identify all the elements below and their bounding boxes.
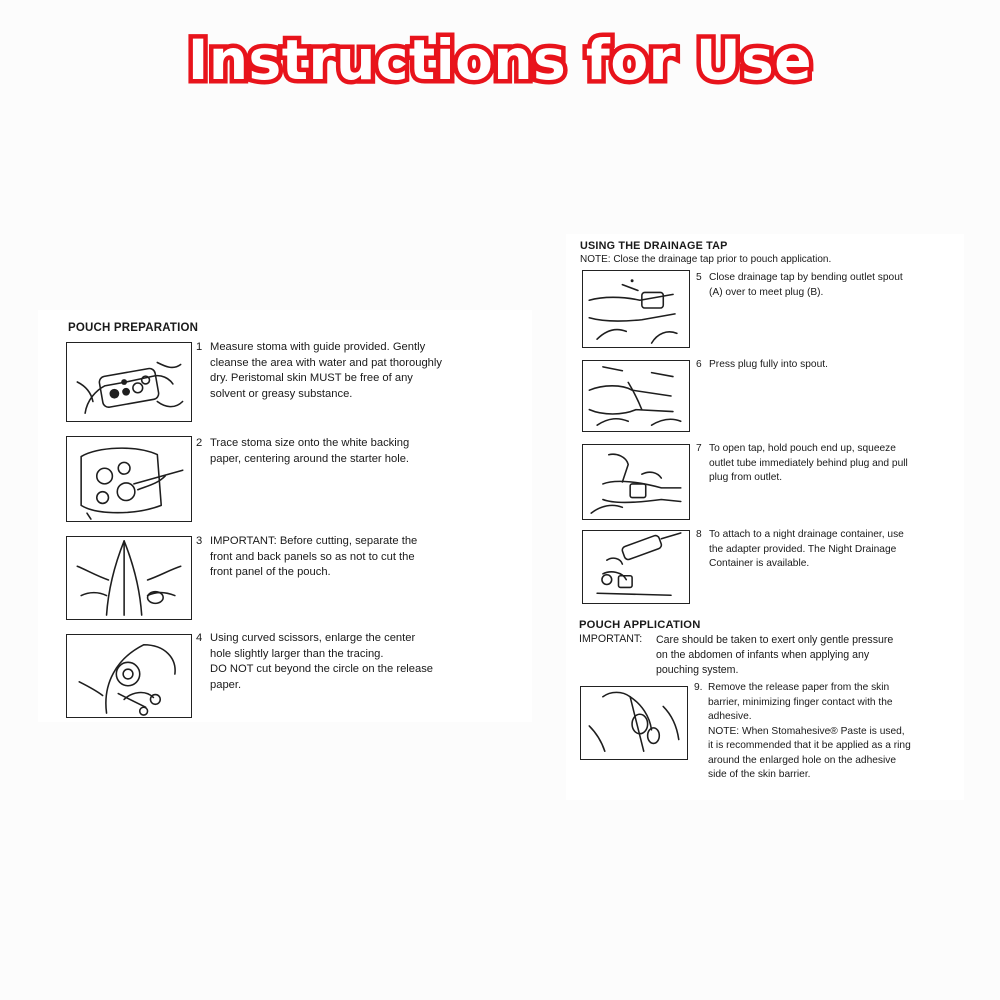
step-text-line: Close drainage tap by bending outlet spout — [709, 272, 903, 283]
important-text-line: pouching system. — [656, 663, 739, 676]
step-text-line: Using curved scissors, enlarge the center — [210, 632, 416, 644]
step-text-line: Remove the release paper from the skin — [708, 682, 890, 693]
release-paper-illustration — [580, 686, 688, 760]
pouch-application-heading: POUCH APPLICATION — [579, 619, 701, 631]
step-number: 6 — [696, 359, 702, 370]
step-text-line: it is recommended that it be applied as a ring — [708, 740, 911, 751]
important-label: IMPORTANT: — [579, 633, 643, 645]
step-text-line: To attach to a night drainage container, use — [709, 529, 904, 540]
opening-tap-illustration — [582, 444, 690, 520]
drainage-tap-note: NOTE: Close the drainage tap prior to pouch application. — [580, 254, 832, 265]
pouch-preparation-sheet — [38, 310, 532, 722]
step-text-line: solvent or greasy substance. — [210, 387, 353, 400]
step-4 — [196, 631, 530, 693]
tracing-illustration — [66, 436, 192, 522]
page-title: Instructions for Use — [187, 28, 813, 92]
step-text-line: hole slightly larger than the tracing. — [210, 647, 384, 660]
step-number: 2 — [196, 437, 203, 449]
step-text-line: paper. — [210, 678, 242, 691]
step-text-line: DO NOT cut beyond the circle on the release — [210, 663, 434, 675]
drainage-and-application-sheet — [566, 234, 964, 800]
step-text-line: (A) over to meet plug (B). — [709, 286, 824, 298]
bending-spout-illustration — [582, 270, 690, 348]
step-text-line: adhesive. — [708, 711, 752, 722]
step-text-line: Trace stoma size onto the white backing — [210, 437, 410, 449]
step-number: 9. — [694, 682, 703, 693]
important-text-line: Care should be taken to exert only gentle pressure — [656, 634, 894, 646]
step-1 — [196, 340, 526, 402]
step-3 — [196, 534, 526, 581]
step-number: 5 — [696, 272, 702, 283]
step-number: 7 — [696, 443, 702, 454]
step-text-line: Container is available. — [709, 558, 810, 569]
pressing-plug-illustration — [582, 360, 690, 432]
step-text-line: Press plug fully into spout. — [709, 359, 828, 370]
step-text-line: around the enlarged hole on the adhesive — [708, 754, 897, 766]
step-number: 8 — [696, 529, 702, 540]
cutting-illustration — [66, 634, 192, 718]
step-6 — [696, 358, 958, 373]
step-number: 3 — [196, 535, 203, 547]
step-5 — [696, 271, 958, 300]
step-text-line: the adapter provided. The Night Drainage — [709, 543, 897, 555]
step-7 — [696, 442, 958, 486]
step-number: 4 — [196, 632, 203, 644]
step-text-line: barrier, minimizing finger contact with the — [708, 696, 893, 708]
step-text-line: NOTE: When Stomahesive® Paste is used, — [708, 725, 905, 737]
step-text-line: side of the skin barrier. — [708, 769, 811, 780]
separating-panels-illustration — [66, 536, 192, 620]
step-text-line: front and back panels so as not to cut the — [210, 550, 415, 563]
step-number: 1 — [196, 341, 203, 353]
pouch-preparation-heading: POUCH PREPARATION — [68, 322, 199, 334]
step-8 — [696, 528, 958, 572]
drainage-tap-heading: USING THE DRAINAGE TAP — [580, 240, 728, 252]
step-text-line: paper, centering around the starter hole. — [210, 452, 410, 465]
adapter-illustration — [582, 530, 690, 604]
step-text-line: IMPORTANT: Before cutting, separate the — [210, 535, 418, 547]
step-text-line: plug from outlet. — [709, 472, 783, 483]
step-text-line: outlet tube immediately behind plug and pull — [709, 457, 908, 469]
important-text-line: on the abdomen of infants when applying any — [656, 648, 870, 661]
step-text-line: dry. Peristomal skin MUST be free of any — [210, 372, 413, 384]
step-text-line: To open tap, hold pouch end up, squeeze — [709, 443, 896, 454]
measuring-guide-illustration — [66, 342, 192, 422]
step-text-line: front panel of the pouch. — [210, 566, 331, 578]
step-9 — [694, 681, 962, 783]
important-text — [656, 633, 956, 677]
step-2 — [196, 436, 526, 467]
step-text-line: cleanse the area with water and pat thoroughly — [210, 356, 442, 369]
step-text-line: Measure stoma with guide provided. Gently — [210, 341, 426, 353]
